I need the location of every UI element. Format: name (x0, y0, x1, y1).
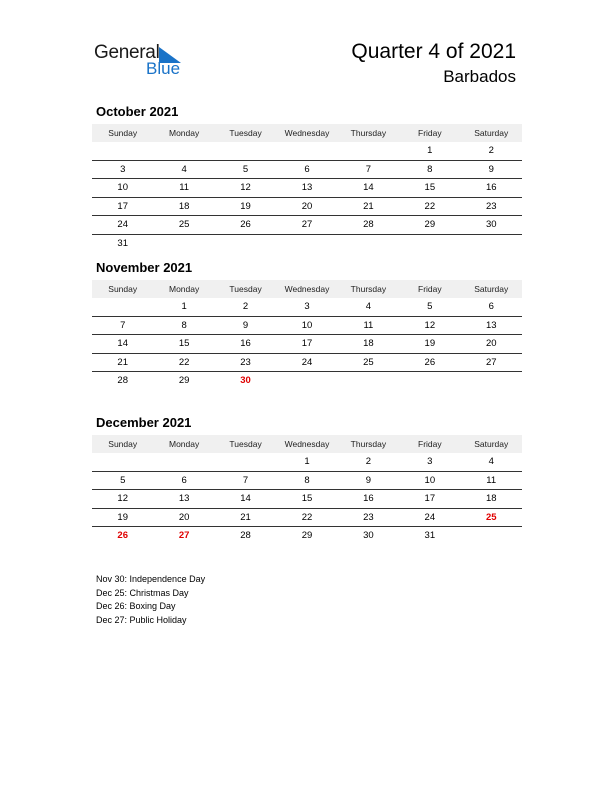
day-cell: 17 (424, 493, 436, 505)
week-row (92, 490, 522, 509)
weekday-label: Sunday (108, 439, 138, 449)
day-cell: 21 (240, 511, 251, 523)
day-cell: 20 (301, 200, 313, 212)
month-november (92, 260, 522, 390)
week-row (92, 527, 522, 545)
day-cell: 31 (117, 237, 128, 249)
holiday-item: Dec 26: Boxing Day (96, 601, 176, 612)
weekday-label: Saturday (474, 439, 509, 449)
week-row (92, 179, 522, 198)
day-cell: 15 (301, 493, 313, 505)
day-cell: 21 (363, 200, 374, 212)
day-cell: 26 (424, 356, 436, 368)
day-cell: 9 (242, 319, 249, 331)
day-cell: 11 (179, 182, 190, 194)
day-cell: 4 (365, 301, 372, 313)
week-row (92, 142, 522, 161)
day-cell: 18 (363, 338, 374, 350)
week-row (92, 161, 522, 180)
day-cell: 11 (363, 319, 374, 331)
day-cell: 1 (181, 301, 187, 313)
weekday-label: Wednesday (284, 284, 330, 294)
month-december (92, 415, 522, 545)
day-cell: 7 (242, 474, 249, 486)
day-cell: 27 (301, 219, 313, 231)
holiday-item: Dec 27: Public Holiday (96, 615, 187, 626)
holiday-item: Dec 25: Christmas Day (96, 587, 189, 598)
weekday-label: Thursday (350, 439, 387, 449)
day-cell: 14 (240, 493, 251, 505)
day-cell: 29 (301, 530, 313, 542)
weekday-label: Friday (418, 128, 442, 138)
week-row (92, 453, 522, 472)
day-cell: 18 (485, 493, 497, 505)
holiday-day-cell: 30 (240, 375, 251, 387)
week-row (92, 298, 522, 317)
day-cell: 3 (120, 163, 126, 175)
day-cell: 25 (178, 219, 190, 231)
weekday-label: Tuesday (229, 128, 262, 138)
logo (94, 42, 194, 78)
weekday-label: Monday (169, 128, 200, 138)
week-row (92, 335, 522, 354)
day-cell: 20 (485, 338, 497, 350)
day-cell: 16 (240, 338, 251, 350)
day-cell: 17 (117, 200, 128, 212)
weekday-label: Tuesday (229, 439, 262, 449)
day-cell: 18 (178, 200, 190, 212)
weekday-label: Friday (418, 439, 442, 449)
day-cell: 7 (365, 163, 372, 175)
day-cell: 3 (304, 301, 310, 313)
day-cell: 12 (424, 319, 436, 331)
weekday-label: Wednesday (284, 439, 330, 449)
weekday-label: Tuesday (229, 284, 262, 294)
day-cell: 7 (120, 319, 126, 331)
day-cell: 24 (301, 356, 313, 368)
weekday-label: Saturday (474, 284, 509, 294)
holiday-day-cell: 25 (485, 511, 497, 523)
day-cell: 30 (485, 219, 497, 231)
day-cell: 22 (178, 356, 190, 368)
day-cell: 21 (117, 356, 128, 368)
day-cell: 2 (242, 301, 249, 313)
day-cell: 28 (117, 375, 128, 387)
weekday-label: Thursday (350, 128, 387, 138)
weekday-label: Saturday (474, 128, 509, 138)
day-cell: 5 (242, 163, 249, 175)
day-cell: 10 (424, 474, 436, 486)
day-cell: 19 (117, 511, 128, 523)
day-cell: 23 (363, 511, 374, 523)
day-cell: 24 (424, 511, 436, 523)
day-cell: 12 (240, 182, 251, 194)
day-cell: 19 (240, 200, 251, 212)
day-cell: 27 (485, 356, 497, 368)
day-cell: 10 (117, 182, 128, 194)
day-cell: 17 (301, 338, 313, 350)
day-cell: 9 (365, 474, 372, 486)
day-cell: 1 (427, 145, 433, 157)
weekday-label: Sunday (108, 284, 138, 294)
day-cell: 22 (301, 511, 313, 523)
day-cell: 1 (304, 456, 310, 468)
day-cell: 3 (427, 456, 433, 468)
weekday-label: Thursday (350, 284, 387, 294)
weekday-header-row (92, 280, 522, 298)
weekday-label: Friday (418, 284, 442, 294)
month-title: October 2021 (96, 104, 179, 119)
day-cell: 4 (181, 163, 187, 175)
day-cell: 23 (240, 356, 251, 368)
day-cell: 16 (363, 493, 374, 505)
day-cell: 8 (181, 319, 187, 331)
week-row (92, 509, 522, 528)
weekday-header-row (92, 124, 522, 142)
weekday-label: Monday (169, 284, 200, 294)
day-cell: 15 (424, 182, 436, 194)
day-cell: 12 (117, 493, 128, 505)
day-cell: 30 (363, 530, 374, 542)
week-row (92, 317, 522, 336)
day-cell: 5 (427, 301, 433, 313)
week-row (92, 354, 522, 373)
country-name: Barbados (443, 67, 516, 86)
day-cell: 19 (424, 338, 436, 350)
weekday-label: Monday (169, 439, 200, 449)
day-cell: 2 (365, 456, 372, 468)
logo-blue-text: Blue (146, 59, 181, 78)
month-october (92, 104, 522, 252)
day-cell: 16 (485, 182, 497, 194)
holiday-list (96, 573, 205, 628)
day-cell: 24 (117, 219, 128, 231)
day-cell: 14 (117, 338, 128, 350)
day-cell: 10 (301, 319, 313, 331)
holiday-item: Nov 30: Independence Day (96, 574, 206, 584)
page-title: Quarter 4 of 2021 (351, 40, 516, 63)
day-cell: 29 (178, 375, 190, 387)
day-cell: 13 (485, 319, 497, 331)
day-cell: 22 (424, 200, 436, 212)
day-cell: 20 (178, 511, 190, 523)
day-cell: 28 (240, 530, 251, 542)
day-cell: 9 (488, 163, 494, 175)
day-cell: 2 (488, 145, 494, 157)
holiday-day-cell: 27 (178, 530, 190, 542)
logo-general-text: General (94, 42, 160, 63)
weekday-label: Wednesday (284, 128, 330, 138)
day-cell: 28 (363, 219, 374, 231)
day-cell: 8 (427, 163, 433, 175)
month-title: December 2021 (96, 415, 192, 430)
day-cell: 13 (178, 493, 190, 505)
week-row (92, 372, 522, 390)
day-cell: 31 (424, 530, 436, 542)
day-cell: 15 (178, 338, 190, 350)
day-cell: 23 (485, 200, 497, 212)
day-cell: 29 (424, 219, 436, 231)
week-row (92, 235, 522, 253)
day-cell: 6 (181, 474, 187, 486)
day-cell: 14 (363, 182, 374, 194)
day-cell: 8 (304, 474, 310, 486)
week-row (92, 472, 522, 491)
day-cell: 11 (486, 474, 497, 486)
day-cell: 5 (120, 474, 126, 486)
day-cell: 25 (363, 356, 374, 368)
weekday-label: Sunday (108, 128, 138, 138)
day-cell: 4 (488, 456, 494, 468)
week-row (92, 198, 522, 217)
day-cell: 6 (304, 163, 310, 175)
month-title: November 2021 (96, 260, 193, 275)
day-cell: 26 (240, 219, 251, 231)
holiday-day-cell: 26 (117, 530, 128, 542)
weekday-header-row (92, 435, 522, 453)
day-cell: 6 (488, 301, 494, 313)
day-cell: 13 (301, 182, 313, 194)
week-row (92, 216, 522, 235)
